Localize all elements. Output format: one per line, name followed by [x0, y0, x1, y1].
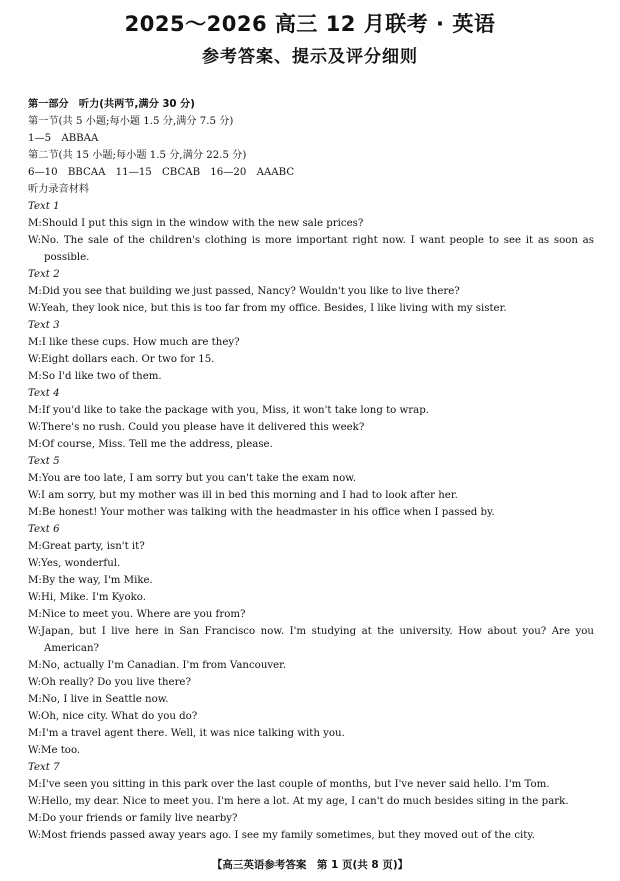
dialogue-line: W:Hello, my dear. Nice to meet you. I'm here a lot. At my age, I can't do much besides siting in the park.: [28, 796, 569, 807]
text-label: Text 1: [28, 201, 60, 212]
text-label: Text 7: [28, 762, 60, 773]
text-label: Text 2: [28, 269, 60, 280]
answer-line: 第一节(共 5 小题;每小题 1.5 分,满分 7.5 分): [28, 116, 234, 127]
dialogue-line: M:Of course, Miss. Tell me the address, please.: [28, 439, 273, 450]
dialogue-line: M:I like these cups. How much are they?: [28, 337, 240, 348]
dialogue-line: W:Eight dollars each. Or two for 15.: [28, 354, 215, 365]
dialogue-line: W:No. The sale of the children's clothing is more important right now. I want people to see it as soon as possible.: [28, 235, 594, 263]
answer-line: 第二节(共 15 小题;每小题 1.5 分,满分 22.5 分): [28, 150, 247, 161]
dialogue-line: M:No, I live in Seattle now.: [28, 694, 169, 705]
dialogue-line: M:Great party, isn't it?: [28, 541, 145, 552]
dialogue-line: W:Hi, Mike. I'm Kyoko.: [28, 592, 146, 603]
dialogue-line: M:Be honest! Your mother was talking with the headmaster in his office when I passed by.: [28, 507, 495, 518]
dialogue-line: W:Most friends passed away years ago. I see my family sometimes, but they moved out of the city.: [28, 830, 536, 841]
dialogue-line: M:No, actually I'm Canadian. I'm from Vancouver.: [28, 660, 287, 671]
dialogue-line: W:Yes, wonderful.: [28, 558, 121, 569]
dialogue-line: W:I am sorry, but my mother was ill in bed this morning and I had to look after her.: [28, 490, 458, 501]
text-label: Text 5: [28, 456, 60, 467]
dialogue-line: M:I've seen you sitting in this park over the last couple of months, but I've never said hello. I'm Tom.: [28, 779, 550, 790]
text-label: Text 3: [28, 320, 60, 331]
dialogue-line: M:Nice to meet you. Where are you from?: [28, 609, 246, 620]
dialogue-line: M:Do your friends or family live nearby?: [28, 813, 238, 824]
dialogue-line: W:Me too.: [28, 745, 81, 756]
dialogue-line: M:I'm a travel agent there. Well, it was nice talking with you.: [28, 728, 345, 739]
text-label: Text 6: [28, 524, 60, 535]
dialogue-line: M:Should I put this sign in the window with the new sale prices?: [28, 218, 364, 229]
dialogue-line: W:Oh, nice city. What do you do?: [28, 711, 198, 722]
page-title: 2025～2026 高三 12 月联考 · 英语: [124, 12, 496, 36]
dialogue-line: M:By the way, I'm Mike.: [28, 575, 153, 586]
dialogue-line: M:Did you see that building we just passed, Nancy? Wouldn't you like to live there?: [28, 286, 460, 297]
section-heading: 第一部分 听力(共两节,满分 30 分): [28, 99, 195, 110]
dialogue-line: W:There's no rush. Could you please have it delivered this week?: [28, 422, 365, 433]
dialogue-line: W:Oh really? Do you live there?: [28, 677, 191, 688]
dialogue-line: M:So I'd like two of them.: [28, 371, 162, 382]
answer-line: 1—5 ABBAA: [28, 133, 99, 144]
dialogue-line: W:Japan, but I live here in San Francisco now. I'm studying at the university. How about you? Are you American?: [28, 626, 594, 654]
answer-line: 6—10 BBCAA 11—15 CBCAB 16—20 AAABC: [28, 167, 295, 178]
dialogue-line: M:If you'd like to take the package with you, Miss, it won't take long to wrap.: [28, 405, 429, 416]
page-subtitle: 参考答案、提示及评分细则: [202, 47, 418, 67]
document-body: [28, 96, 594, 844]
text-label: Text 4: [28, 388, 60, 399]
page-footer: 【高三英语参考答案 第 1 页(共 8 页)】: [211, 859, 409, 871]
dialogue-line: W:Yeah, they look nice, but this is too far from my office. Besides, I like living with my sister.: [28, 303, 507, 314]
dialogue-line: M:You are too late, I am sorry but you can't take the exam now.: [28, 473, 357, 484]
answer-line: 听力录音材料: [28, 184, 90, 195]
